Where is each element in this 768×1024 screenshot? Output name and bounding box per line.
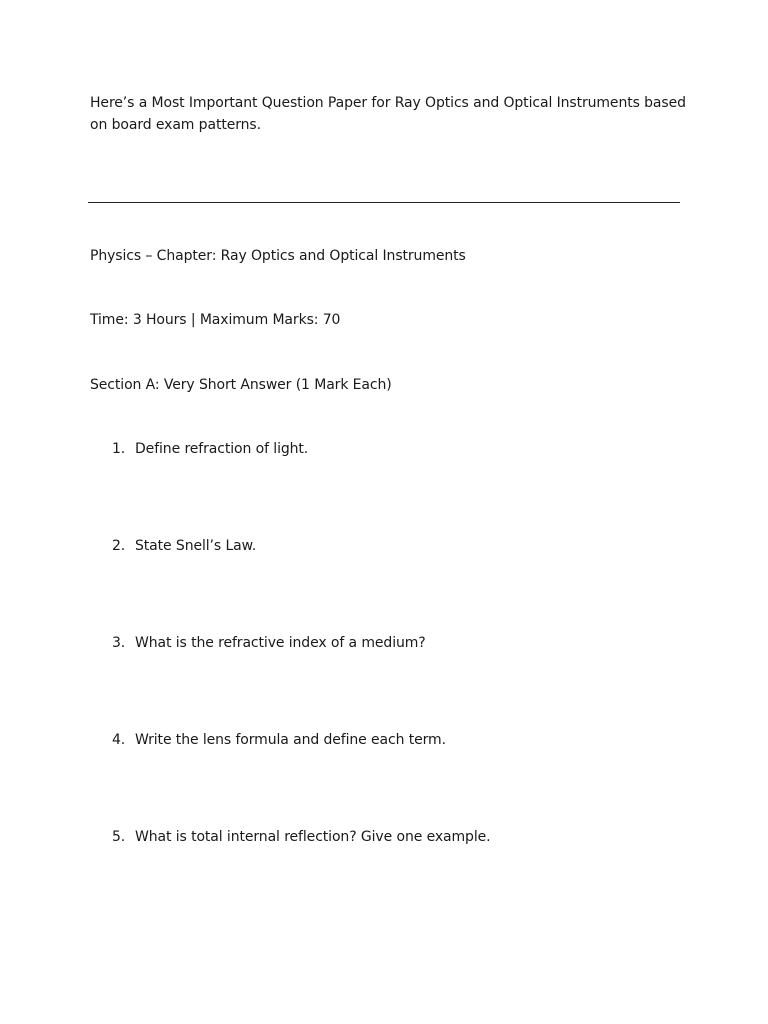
question-number: 5.	[112, 829, 126, 845]
question-text: What is the refractive index of a medium?	[135, 635, 426, 651]
question-text: Define refraction of light.	[135, 441, 309, 457]
question-number: 1.	[112, 441, 126, 457]
question-text: Write the lens formula and define each term.	[135, 732, 446, 748]
intro-paragraph: Here’s a Most Important Question Paper for Ray Optics and Optical Instruments based on board exam patterns.	[90, 95, 686, 133]
question-number: 3.	[112, 635, 126, 651]
horizontal-divider	[88, 202, 680, 203]
question-number: 2.	[112, 538, 126, 554]
time-marks-line: Time: 3 Hours | Maximum Marks: 70	[90, 312, 341, 328]
question-number: 4.	[112, 732, 126, 748]
question-text: What is total internal reflection? Give one example.	[135, 829, 491, 845]
subject-line: Physics – Chapter: Ray Optics and Optical Instruments	[90, 248, 466, 264]
question-text: State Snell’s Law.	[135, 538, 257, 554]
section-heading: Section A: Very Short Answer (1 Mark Each)	[90, 377, 392, 393]
